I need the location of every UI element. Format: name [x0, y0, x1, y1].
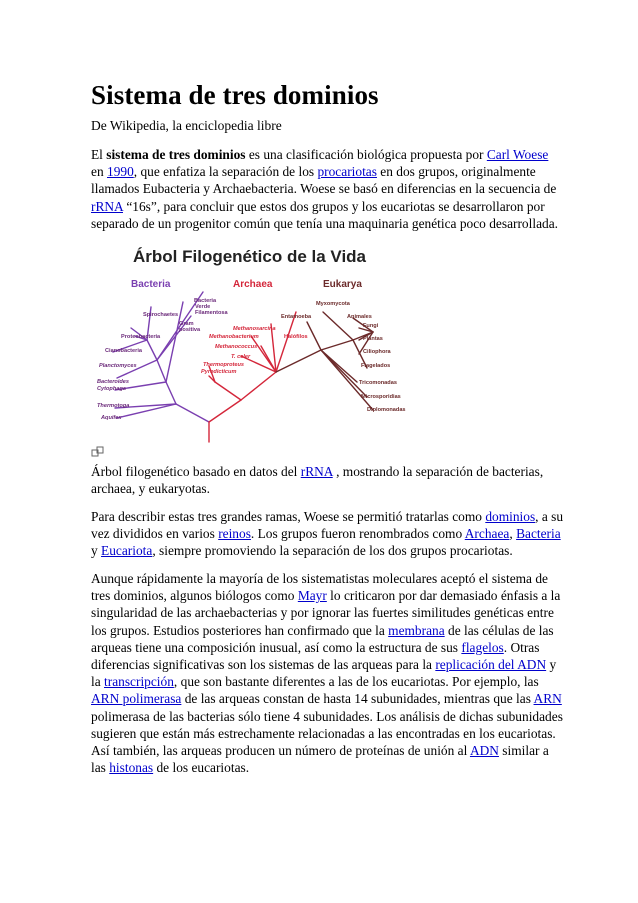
text-line [91, 146, 551, 163]
tree-leaf-label: Flagelados [361, 363, 391, 369]
tree-branch [241, 372, 276, 400]
text-run: lo criticaron por dar demasiado énfasis a la [326, 588, 561, 604]
tree-leaf-label: Methanococcus [215, 344, 258, 350]
tree-leaf-label: Fungi [363, 323, 379, 329]
text-run: arqueas tiene una composición inusual, así como la estructura de sus [91, 639, 462, 655]
text-run: Para describir estas tres grandes ramas, Woese se permitió tratarlas como [91, 509, 486, 524]
figure-caption [91, 463, 551, 497]
link-1990[interactable]: 1990 [107, 164, 134, 180]
text-run: llamados Eubacteria y Archaebacteria. Woese se basó en diferencias en la secuencia de [91, 181, 557, 197]
intro-paragraph [91, 146, 558, 232]
text-run: Aunque rápidamente la mayoría de los sistematistas moleculares aceptó el sistema de [91, 571, 548, 586]
text-run: , siempre promoviendo la separación de los dos grupos procariotas. [152, 543, 513, 559]
text-run: tres dominios, algunos biólogos como [91, 588, 298, 604]
text-run: , a su [535, 509, 564, 524]
text-run: vez divididos en varios [91, 526, 219, 542]
tree-leaf-label: Entamoeba [281, 314, 312, 320]
bold-term: sistema de tres dominios [106, 147, 246, 162]
tree-leaf-label: Diplomonadas [367, 407, 406, 413]
tree-leaf-label: Verde [195, 304, 211, 310]
text-run: de las arqueas constan de hasta 14 subunidades, mientras que las [181, 691, 534, 707]
text-line [91, 180, 557, 197]
link-membrana[interactable]: membrana [388, 622, 445, 638]
text-line [91, 463, 551, 480]
tree-branch [176, 404, 209, 422]
tree-leaf-label: Methanosarcina [233, 326, 276, 332]
tree-branch [166, 382, 176, 404]
text-run: y [546, 657, 557, 673]
text-line [91, 542, 551, 559]
link-rrna[interactable]: rRNA [300, 464, 333, 479]
text-line [91, 673, 551, 690]
tree-leaf-label: Plantas [363, 336, 383, 342]
text-run: separado de un progenitor común que tenía una maquinaria genética poco desarrollada. [91, 215, 558, 231]
text-run: singularidad de las archaebacterias y por ignorar las fuertes similitudes genéticas entre [91, 605, 554, 621]
text-run: diferencias significativas son los sistemas de las arqueas para la [91, 657, 436, 673]
text-line [91, 198, 551, 215]
text-run: Así también, las arqueas producen un número de proteínas de unión al [91, 743, 470, 759]
tree-leaf-label: Thermotoga [97, 403, 130, 409]
tree-leaf-label: Gram [179, 321, 194, 327]
text-line [91, 163, 551, 180]
link-reinos[interactable]: reinos [218, 526, 251, 542]
text-run: es una clasificación biológica propuesta por [245, 147, 487, 162]
tree-branch [215, 382, 241, 400]
link-archaea[interactable]: Archaea [464, 526, 510, 542]
text-run: . Otras [503, 639, 540, 655]
link-dominios[interactable]: dominios [485, 509, 536, 524]
tree-leaf-label: Cianobacteria [105, 348, 142, 354]
text-run: de los eucariotas. [153, 760, 250, 776]
link-rrna[interactable]: rRNA [91, 198, 123, 214]
text-run: la [91, 674, 105, 690]
tree-leaf-label: Microsporidias [361, 394, 401, 400]
tree-leaf-label: Spirochaetes [143, 312, 179, 318]
tree-leaf-label: Filamentosa [195, 310, 228, 316]
link-arn[interactable]: ARN [533, 691, 562, 707]
link-adn[interactable]: ADN [469, 743, 499, 759]
text-run: . Los grupos fueron renombrados como [250, 526, 465, 542]
text-run: , [509, 526, 517, 542]
tree-leaf-label: Proteobacteria [121, 334, 161, 340]
text-line [91, 525, 561, 542]
text-run: de las células de las [444, 622, 554, 638]
phylogenetic-tree-figure [91, 232, 451, 447]
tree-leaf-label: Aquifex [101, 415, 122, 421]
link-arn-polimerasa[interactable]: ARN polimerasa [91, 691, 182, 707]
tree-leaf-label: Tricomonadas [359, 380, 397, 386]
figure-title: Árbol Filogenético de la Vida [133, 247, 367, 266]
text-run: archaea, y eukaryotas. [91, 481, 210, 497]
domains-paragraph [91, 508, 564, 560]
link-carl-woese[interactable]: Carl Woese [486, 147, 549, 162]
tree-leaf-label: Methanobacterium [209, 334, 259, 340]
tree-leaf-label: Ciliophora [363, 349, 391, 355]
page-subtitle: De Wikipedia, la enciclopedia libre [91, 118, 282, 133]
link-eucariota[interactable]: Eucariota [101, 543, 153, 559]
tree-branch [307, 322, 321, 350]
text-run: los grupos. Estudios posteriores han confirmado que la [91, 622, 389, 638]
text-run: polimerasa de las bacterias sólo tiene 4 subunidades. Los análisis de dichas subunidades [91, 708, 563, 724]
text-line [91, 639, 551, 656]
tree-labels [97, 298, 406, 421]
text-run: , mostrando la separación de bacterias, [332, 464, 544, 479]
text-run: las [91, 760, 110, 776]
link-bacteria[interactable]: Bacteria [516, 526, 561, 542]
text-run: El [91, 147, 107, 162]
text-line [91, 690, 562, 707]
link-mayr[interactable]: Mayr [297, 588, 327, 604]
text-line [91, 708, 563, 725]
link-transcripcion[interactable]: transcripción [104, 674, 174, 690]
broken-image-icon [91, 446, 105, 458]
domain-archaea-label: Archaea [233, 279, 273, 290]
text-line [91, 759, 551, 776]
text-run: similar a [498, 743, 549, 759]
text-line [91, 215, 558, 232]
text-run: en [91, 164, 107, 180]
text-line [91, 622, 554, 639]
text-line [91, 480, 551, 497]
domain-bacteria-label: Bacteria [131, 279, 171, 290]
page-title: Sistema de tres dominios [91, 80, 379, 110]
tree-leaf-label: Planctomyces [99, 363, 137, 369]
tree-branch [209, 400, 241, 422]
text-line [91, 587, 561, 604]
tree-leaf-label: positiva [179, 327, 201, 333]
text-line [91, 508, 564, 525]
domain-eukarya-label: Eukarya [323, 279, 362, 290]
tree-leaf-label: Animales [347, 314, 372, 320]
link-histonas[interactable]: histonas [109, 760, 154, 776]
text-line [91, 570, 551, 587]
text-line [91, 656, 557, 673]
text-run: en dos grupos, originalmente [376, 164, 536, 180]
tree-leaf-label: Pyrodicticum [201, 369, 237, 375]
tree-branch [321, 340, 353, 350]
text-run: Árbol filogenético basado en datos del [91, 464, 301, 479]
link-replicacion-del-adn[interactable]: replicación del ADN [435, 657, 547, 673]
tree-leaf-label: Myxomycota [316, 301, 350, 307]
criticism-paragraph [91, 570, 563, 776]
link-procariotas[interactable]: procariotas [317, 164, 377, 180]
link-flagelos[interactable]: flagelos [461, 639, 504, 655]
tree-leaf-label: Halófilos [284, 334, 308, 340]
text-run: , que son bastante diferentes a las de los eucariotas. Por ejemplo, las [173, 674, 539, 690]
text-run: “16s”, para concluir que estos dos grupos y los eucariotas se desarrollaron por [123, 198, 545, 214]
text-line [91, 725, 556, 742]
tree-leaf-label: T. celer [231, 354, 251, 360]
tree-branch [147, 340, 157, 360]
text-run: sugieren que están más estrechamente relacionadas a las encontradas en los eucariotas. [91, 725, 556, 741]
text-line [91, 604, 554, 621]
tree-leaf-label: Bacteroides [97, 379, 130, 385]
text-line [91, 742, 551, 759]
tree-leaf-label: Cytophaga [97, 386, 126, 392]
text-run: y [91, 543, 102, 559]
text-run: , que enfatiza la separación de los [133, 164, 318, 180]
tree-leaf-label: Bacteria [194, 298, 217, 304]
tree-branch [157, 360, 166, 382]
tree-leaf-label: Thermoproteus [203, 362, 245, 368]
